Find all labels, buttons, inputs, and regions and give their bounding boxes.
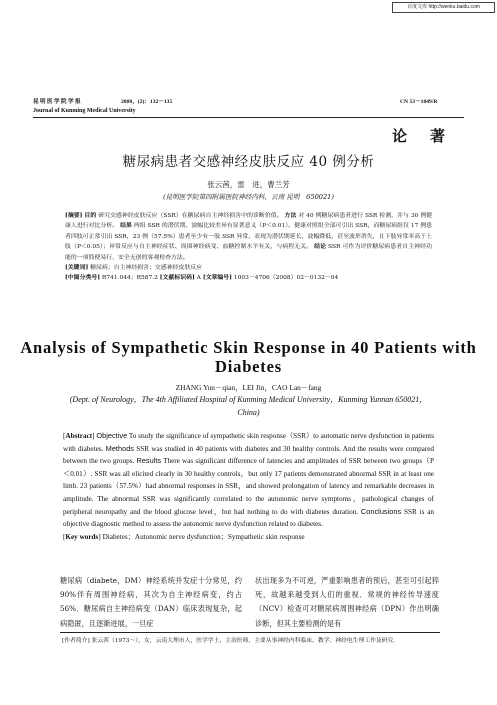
en-keywords-label: Key words <box>65 532 99 541</box>
body-column-right: 状出现多为不可逆，严重影响患者的预后，甚至可引起猝死，故越来越受到人们的重视．常规的神经传导速度（NCV）检查可对糖尿病周围神经病（DPN）作出明确诊断，但其主要检测的是有 <box>255 576 439 628</box>
en-objective-label: Objective <box>96 431 128 440</box>
cn-results-text: 两组 SSR 的潜伏期、波幅比较差异有显著意义（P＜0.01）。健康对照组全部可引出 SSR，而糖尿病组仅 17 例患者四肢可正常引出 SSR，23 例（57.5%）患者至少有一肢 SSR 异常，表现为潜伏期延长，波幅降低，甚至波形消失，且下肢异常率高于上肢（P＜0.05）；异常反应与自主神经症状、周围神经病变、血糖控制水平有关，与病程无关。 <box>65 223 433 251</box>
en-conclusions-text: SSR is an objective diagnostic method to assess the autonomic nerve dysfunction related to diabetes. <box>63 507 435 529</box>
cn-doccode: A <box>196 275 201 282</box>
cn-conclusion-label: 结论 <box>314 243 327 251</box>
journal-en-header: Journal of Kunming Medical University <box>33 108 136 114</box>
cn-classification-label: [中图分类号] <box>65 274 101 282</box>
cn-classification: R741.044；R587.2 <box>101 275 158 282</box>
cn-methods-label: 方法 <box>284 212 297 219</box>
cn-doccode-label: [文献标识码] <box>159 274 195 282</box>
cn-article-title: 糖尿病患者交感神经皮肤反应 40 例分析 <box>122 154 375 170</box>
en-conclusions-label: Conclusions <box>360 506 402 516</box>
header-rule <box>33 117 464 118</box>
en-keywords: Diabetes；Autonomic nerve dysfunction；Sympathetic skin response <box>102 532 305 541</box>
body-column-left: 糖尿病（diabete，DM）神经系统并发症十分常见，约 90%伴有周围神经病，其次为自主神经病变，约占 56%．糖尿病自主神经病变（DAN）临床表现复杂，起病隐匿，且逐渐进展，一旦症 <box>60 576 242 628</box>
footnote-rule <box>60 632 440 633</box>
watermark-stamp: 百度文库 http://wenku.baidu.com <box>392 2 495 13</box>
en-results-label: Results <box>136 456 162 466</box>
journal-issue: 2008，(2)：132－135 <box>121 99 173 105</box>
en-methods-text: SSR was studied in 40 patients with diabetes and 30 healthy controls. And the results were compared between the two groups. <box>63 444 435 466</box>
en-objective-text: To study the significance of sympathetic skin response（SSR）to automatic nerve dysfunction in patients with diabetes. <box>63 432 434 453</box>
cn-methods-text: 对 40 例糖尿病患者进行 SSR 检测，并与 30 例健康人进行对比分析。 <box>65 213 433 230</box>
journal-cn-header: 昆 明 医 学 院 学 报 <box>33 99 81 105</box>
en-results-text: There was significant difference of latencies and amplitudes of SSR between two groups（P＜0.01）. SSR was all elicited clearly in 30 healthy controls，but only 17 patients demonstrated abnormal SSR in at least one limb. 23 patients（57.5%）had abnormal responses in SSR，and showed prolongation of latency and remarkable decreases in amplitude. The abnormal SSR was significantly correlated to the autonomic nerve symptoms，pathological changes of peripheral neuropathy and the blood glucose level，but had nothing to do with diabetes duration. <box>63 457 435 516</box>
cn-keywords-label: [关键词] <box>65 264 89 272</box>
en-abstract: [Abstract] Objective To study the significance of sympathetic skin response（SSR）to automatic nerve dysfunction in patients with diabetes. Methods SSR was studied in 40 patients with diabetes and 30 healthy controls. And the results were compared between the two groups. Results There was significant difference of latencies and amplitudes of SSR between two groups（P＜0.01）. SSR was all elicited clearly in 30 healthy controls，but only 17 patients demonstrated abnormal SSR in at least one limb. 23 patients（57.5%）had abnormal responses in SSR，and showed prolongation of latency and remarkable decreases in amplitude. The abnormal SSR was significantly correlated to the autonomic nerve symptoms，pathological changes of peripheral neuropathy and the blood glucose level，but had nothing to do with diabetes duration. Conclusions SSR is an objective diagnostic method to assess the autonomic nerve dysfunction related to diabetes. [Key words] Diabetes；Autonomic nerve dysfunction；Sympathetic skin response <box>63 431 435 541</box>
cn-affiliation: (昆明医学院第四附属医院神经内科，云南 昆明 650021) <box>163 193 334 201</box>
cn-objective-text: 研究交感神经皮肤反应（SSR）在糖尿病自主神经损害中的诊断价值。 <box>98 213 283 219</box>
cn-abstract-label: [摘要] <box>65 212 83 219</box>
cn-abstract <box>65 211 432 284</box>
author-footnote: [作者简介] 张云茜（1973～），女，云南大理市人，医学学士，主治医师，主要从事神经内科临床、教学、神经电生理工作及研究. <box>62 638 396 644</box>
cn-results-label: 结果 <box>120 222 132 230</box>
cn-article-number: 1003－4706（2008）02－0132－04 <box>233 275 339 282</box>
cn-article-number-label: [文章编号] <box>202 274 232 282</box>
en-authors: ZHANG Yun－qian，LEI Jin，CAO Lan－fang <box>175 383 322 392</box>
journal-issn: CN 53－1049/R <box>400 99 438 105</box>
en-methods-label: Methods <box>105 443 135 453</box>
section-title: 论 著 <box>392 127 450 145</box>
en-article-title: Analysis of Sympathetic Skin Response in 40 Patients with Diabetes <box>20 338 477 376</box>
cn-authors: 张云茜，雷 进，曹兰芳 <box>207 180 290 189</box>
en-affiliation: (Dept. of Neurology，The 4th Affiliated Hospital of Kunming Medical University，Kunming Yunnan 650021，China) <box>69 395 428 417</box>
cn-keywords: 糖尿病；自主神经损害；交感神经皮肤反应 <box>90 265 203 272</box>
cn-conclusion-text: SSR 可作为评价糖尿病患者自主神经功能的一项简便易行，安全无创的客观检查方法。 <box>65 244 433 261</box>
en-abstract-label: Abstract <box>65 432 93 440</box>
cn-objective-label: 目的 <box>84 212 97 219</box>
